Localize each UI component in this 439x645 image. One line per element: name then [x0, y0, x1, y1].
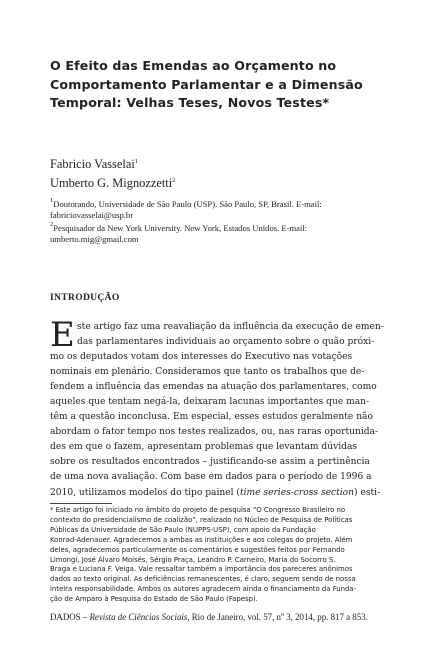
affiliation-line [50, 195, 400, 210]
body-line: sobre os resultados encontrados – justificando-se assim a pertinência [50, 457, 370, 468]
body-text [50, 315, 390, 501]
footnote-line: inteira responsabilidade. Ambos os autores agradecem ainda o financiamento da Funda- [50, 585, 357, 594]
section-heading: INTRODUÇÃO [50, 292, 120, 303]
affiliation-text: Pesquisador da New York University. New York, Estados Unidos. E-mail: [53, 223, 308, 233]
author-name: Fabricio Vasselai [50, 157, 135, 171]
footnote-line: deles, agradecemos particularmente os comentários e sugestões feitos por Fernando [50, 545, 345, 554]
body-line: têm a questão inconclusa. Em especial, esses estudos geralmente não [50, 412, 373, 423]
body-line: abordam o fator tempo nos testes realizados, ou, nas raras oportunida- [50, 427, 379, 438]
body-line: des em que o fazem, apresentam problemas que levantam dúvidas [50, 442, 358, 453]
body-line: fendem a influência das emendas na atuação dos parlamentares, como [50, 382, 377, 393]
journal-subtitle: Revista de Ciências Sociais [89, 612, 188, 622]
affiliation-text: Doutorando, Universidade de São Paulo (USP). São Paulo, SP, Brasil. E-mail: [53, 199, 322, 209]
footnote-line: Braga e Luciana F. Veiga. Vale ressaltar também a importância dos pareceres anônimos [50, 565, 353, 574]
affiliation-email: fabriciovasselai@usp.br [50, 210, 134, 221]
author-2 [50, 176, 175, 191]
body-text-run: ) esti- [354, 487, 381, 498]
footnote-line: * Este artigo foi iniciado no âmbito do projeto de pesquisa “O Congresso Brasileiro no [50, 506, 346, 514]
affiliation-line [50, 219, 400, 234]
body-line: mo os deputados votam dos interesses do Executivo nas votações [50, 352, 353, 363]
body-line: aqueles que tentam negá-la, deixaram lacunas importantes que man- [50, 397, 370, 408]
footnote [50, 506, 392, 605]
journal-name: DADOS [50, 612, 81, 622]
citation-separator: – [80, 612, 90, 622]
footnote-line: contexto do presidencialismo de coalizão”, realizado no Núcleo de Pesquisa de Políticas [50, 515, 353, 524]
body-line-last [50, 486, 390, 501]
drop-cap: E [50, 315, 75, 355]
citation-pages: 3, 2014, pp. 817 a 853. [283, 612, 368, 622]
body-line: das parlamentares individuais ao orçamento sobre o quão próxi- [77, 337, 375, 348]
citation-number-mark: o [280, 612, 284, 618]
affiliation-mark: 2 [50, 221, 54, 228]
affiliation-mark: 1 [50, 197, 54, 204]
footnote-line: dados ao texto original. As deficiências remanescentes, é claro, seguem sendo de nossa [50, 575, 356, 584]
journal-citation [50, 612, 368, 622]
title-line: O Efeito das Emendas ao Orçamento no [50, 58, 337, 73]
article-title [50, 57, 390, 113]
title-line: Comportamento Parlamentar e a Dimensão [50, 76, 363, 92]
body-line: de uma nova avaliação. Com base em dados para o período de 1996 a [50, 472, 372, 483]
affiliation-1 [50, 195, 400, 221]
author-footnote-mark: 2 [172, 177, 176, 184]
body-italic-term: time series-cross section [239, 487, 355, 498]
footnote-rule [50, 503, 112, 504]
affiliation-email: umberto.mig@gmail.com [50, 234, 139, 245]
body-line: nominais em plenário. Consideramos que tanto os trabalhos que de- [50, 367, 365, 378]
author-footnote-mark: 1 [134, 158, 139, 165]
author-name: Umberto G. Mignozzetti [50, 176, 173, 190]
affiliation-2 [50, 219, 400, 245]
footnote-line: Konrad-Adenauer. Agradecemos a ambas as instituições e aos colegas do projeto. Além [50, 535, 353, 544]
footnote-line: Limongi, José Álvaro Moisés, Sérgio Praça, Leandro P. Carneiro, Maria do Socorro S. [50, 555, 336, 564]
body-line: ste artigo faz uma reavaliação da influência da execução de emen- [77, 322, 384, 332]
author-1 [50, 157, 138, 172]
citation-details: , Rio de Janeiro, vol. 57, n [187, 612, 281, 622]
body-text-run: 2010, utilizamos modelos do tipo painel ( [50, 487, 240, 498]
footnote-line: Públicas da Universidade de São Paulo (NUPPS-USP), com apoio da Fundação [50, 525, 316, 534]
footnote-line: ção de Amparo à Pesquisa do Estado de São Paulo (Fapesp). [50, 595, 258, 604]
title-line: Temporal: Velhas Teses, Novos Testes* [50, 95, 330, 110]
